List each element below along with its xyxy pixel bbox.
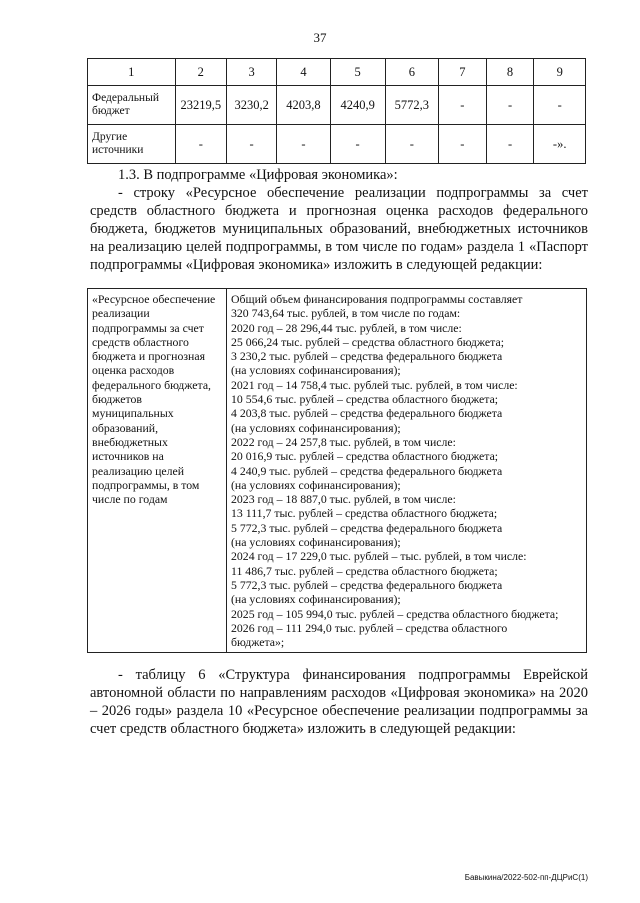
passport-table (87, 288, 587, 653)
passport-line: 20 016,9 тыс. рублей – средства областного бюджета; (231, 449, 499, 464)
table-cell: -». (534, 125, 586, 164)
passport-line: 4 203,8 тыс. рублей – средства федерального бюджета (231, 406, 503, 421)
passport-line: (на условиях софинансирования); (231, 535, 401, 550)
table-cell: - (227, 125, 277, 164)
table-cell: 4203,8 (277, 86, 330, 125)
table-header-row (88, 59, 586, 86)
row-label: Другие источники (88, 125, 176, 164)
passport-line: Общий объем финансирования подпрограммы составляет (231, 292, 523, 306)
table-cell: 23219,5 (175, 86, 226, 125)
header-cell: 2 (175, 59, 226, 86)
table-cell: - (486, 86, 534, 125)
table-cell: 5772,3 (385, 86, 438, 125)
table-row (88, 289, 587, 653)
passport-values (227, 289, 587, 653)
passport-line: 2021 год – 14 758,4 тыс. рублей тыс. рублей, в том числе: (231, 377, 518, 392)
header-cell: 8 (486, 59, 534, 86)
header-cell: 3 (227, 59, 277, 86)
passport-line: 2026 год – 111 294,0 тыс. рублей – средства областного (231, 620, 508, 635)
passport-line: 2025 год – 105 994,0 тыс. рублей – средства областного бюджета; (231, 606, 559, 621)
table-row (88, 125, 586, 164)
passport-line: 5 772,3 тыс. рублей – средства федерального бюджета (231, 520, 503, 535)
page-number: 37 (313, 30, 327, 45)
passport-line: 25 066,24 тыс. рублей – средства областного бюджета; (231, 334, 504, 349)
finance-table (87, 58, 586, 164)
paragraph: - таблицу 6 «Структура финансирования подпрограммы Еврейской автономной области по направлениям расходов «Цифровая экономика» на 2020 – 2026 годы» раздела 10 «Ресурсное обеспечение реализации подпрограммы за счет средств областного бюджета» изложить в следующей редакции: (90, 667, 588, 737)
passport-line: бюджета»; (231, 635, 285, 650)
header-cell: 4 (277, 59, 330, 86)
table-row (88, 86, 586, 125)
table-cell: - (277, 125, 330, 164)
passport-line: 2020 год – 28 296,44 тыс. рублей, в том числе: (231, 320, 462, 335)
passport-line: (на условиях софинансирования); (231, 477, 401, 492)
header-cell: 5 (330, 59, 385, 86)
passport-line: 11 486,7 тыс. рублей – средства областного бюджета; (231, 563, 498, 578)
header-cell: 6 (385, 59, 438, 86)
passport-line: (на условиях софинансирования); (231, 363, 401, 378)
section-heading: 1.3. В подпрограмме «Цифровая экономика»: (118, 167, 398, 183)
table-cell: - (486, 125, 534, 164)
passport-label: «Ресурсное обеспечение реализации подпрограммы за счет средств областного бюджета и прогнозная оценка расходов федерального бюджета, бюджетов муниципальных образований, внебюджетных источников на реализацию целей подпрограммы, в том числе по годам (88, 289, 227, 653)
paragraph: - строку «Ресурсное обеспечение реализации подпрограммы за счет средств областного бюджета и прогнозная оценка расходов федерального бюджета, бюджетов муниципальных образований, внебюджетных источников на реализацию целей подпрограммы, в том числе по годам» раздела 1 «Паспорт подпрограммы «Цифровая экономика» изложить в следующей редакции: (90, 185, 588, 273)
table-cell: - (175, 125, 226, 164)
passport-line: 2023 год – 18 887,0 тыс. рублей, в том числе: (231, 492, 456, 507)
table-cell: 4240,9 (330, 86, 385, 125)
table-cell: - (534, 86, 586, 125)
header-cell: 7 (439, 59, 487, 86)
passport-line: 2024 год – 17 229,0 тыс. рублей – тыс. рублей, в том числе: (231, 549, 527, 564)
header-cell: 1 (88, 59, 176, 86)
passport-line: (на условиях софинансирования); (231, 592, 401, 607)
table-cell: 3230,2 (227, 86, 277, 125)
passport-line: (на условиях софинансирования); (231, 420, 401, 435)
header-cell: 9 (534, 59, 586, 86)
passport-line: 10 554,6 тыс. рублей – средства областного бюджета; (231, 392, 499, 407)
passport-line: 3 230,2 тыс. рублей – средства федерального бюджета (231, 349, 503, 364)
table-cell: - (330, 125, 385, 164)
table-cell: - (439, 125, 487, 164)
passport-line: 13 111,7 тыс. рублей – средства областного бюджета; (231, 506, 498, 521)
document-code: Бавыкина/2022-502-пп-ДЦРиС(1) (464, 873, 588, 882)
passport-line: 320 743,64 тыс. рублей, в том числе по годам: (231, 306, 461, 321)
row-label: Федеральный бюджет (88, 86, 176, 125)
passport-line: 4 240,9 тыс. рублей – средства федерального бюджета (231, 463, 503, 478)
table-cell: - (385, 125, 438, 164)
table-cell: - (439, 86, 487, 125)
passport-line: 2022 год – 24 257,8 тыс. рублей, в том числе: (231, 434, 456, 449)
passport-line: 5 772,3 тыс. рублей – средства федерального бюджета (231, 577, 503, 592)
